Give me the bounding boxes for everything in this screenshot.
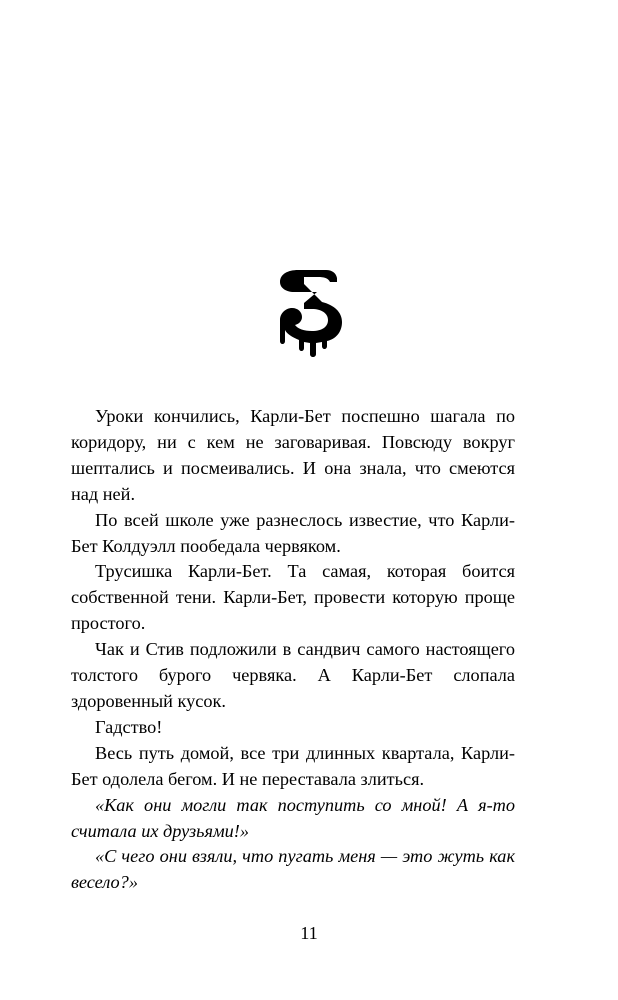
paragraph: Уроки кончились, Карли-Бет поспешно шагала по коридору, ни с кем не заговаривая. Повсюду вокруг шептались и посмеивались. И она знала, что смеются над ней. xyxy=(71,406,515,504)
paragraph: Гадство! xyxy=(95,716,163,737)
paragraph: По всей школе уже разнеслось известие, что Карли-Бет Колдуэлл пообедала червяком. xyxy=(71,509,515,556)
page-number: 11 xyxy=(300,923,318,943)
italic-quote-paragraph: «С чего они взяли, что пугать меня — это жуть как весело?» xyxy=(71,846,515,893)
paragraph: Весь путь домой, все три длинных квартала, Карли-Бет одолела бегом. И не переставала злиться. xyxy=(71,742,515,789)
paragraph: Чак и Стив подложили в сандвич самого настоящего толстого бурого червяка. А Карли-Бет слопала здоровенный кусок. xyxy=(71,639,515,711)
paragraph: Трусишка Карли-Бет. Та самая, которая боится собственной тени. Карли-Бет, провести которую проще простого. xyxy=(71,561,515,634)
chapter-number-heading xyxy=(0,268,618,358)
chapter-body xyxy=(71,404,515,896)
italic-quote-paragraph: «Как они могли так поступить со мной! А я-то считала их друзьями!» xyxy=(71,794,515,841)
chapter-number-three-icon xyxy=(274,268,344,358)
